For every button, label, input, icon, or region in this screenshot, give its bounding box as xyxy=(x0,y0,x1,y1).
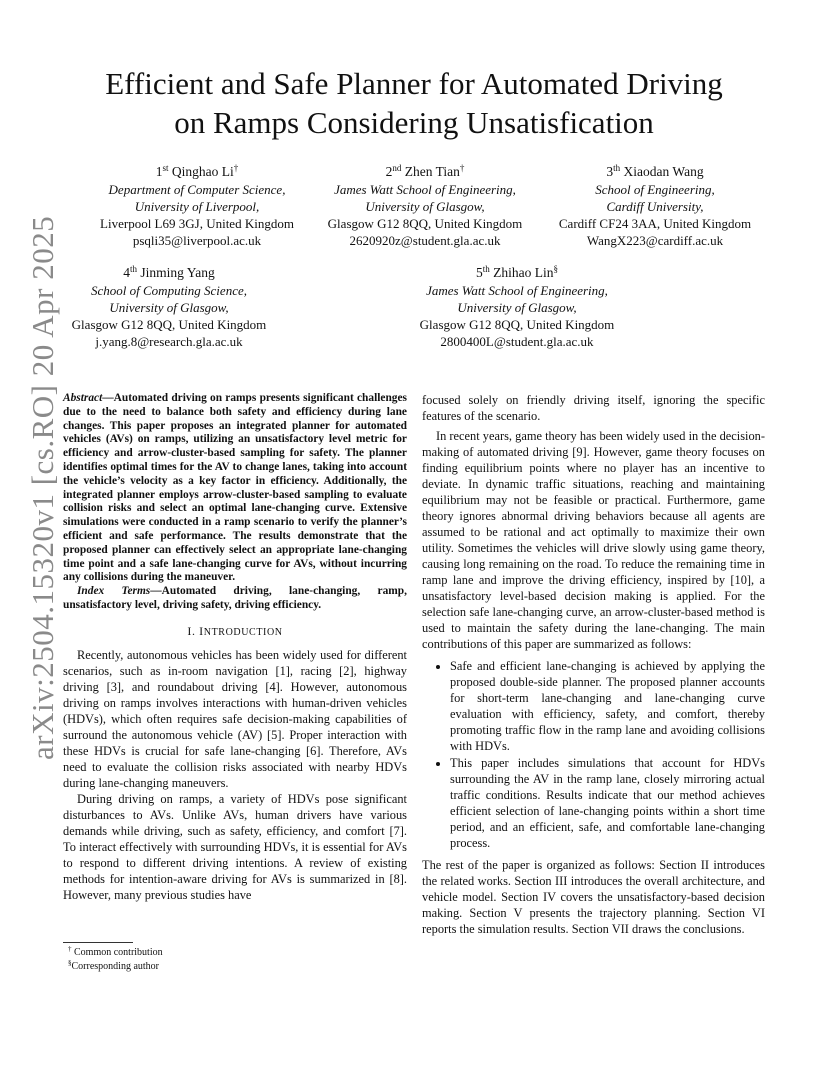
title-line-1: Efficient and Safe Planner for Automated Driving xyxy=(105,66,723,101)
author-email[interactable]: 2800400L@student.gla.ac.uk xyxy=(440,334,594,349)
list-item: • This paper includes simulations that account for HDVs surrounding the AV in the ramp lane, closely mirroring actual traffic conditions. Results indicate that our method achieves efficient selection of lane-changing points within a short time period, and an efficient, safe, and comfortable lane-changing process. xyxy=(450,755,765,851)
author-name: 5th Zhihao Lin§ xyxy=(475,264,558,280)
paragraph: focused solely on friendly driving itself, ignoring the specific features of the scenario. xyxy=(422,393,765,423)
index-terms xyxy=(63,585,407,613)
author-university: University of Glasgow, xyxy=(457,300,577,315)
author-department: James Watt School of Engineering, xyxy=(334,182,516,197)
author-block xyxy=(300,163,550,249)
title-line-2: on Ramps Considering Unsatisfication xyxy=(174,105,654,140)
list-item: • Safe and efficient lane-changing is achieved by applying the proposed double-side planner. The proposed planner accounts for short-term lane-changing and lane-changing curve evaluation with efficiency, safety, and comfort, thereby promoting traffic flow in the ramp lane and avoiding collisions with HDVs. xyxy=(450,658,765,754)
author-department: James Watt School of Engineering, xyxy=(426,283,608,298)
author-university: University of Glasgow, xyxy=(365,199,485,214)
abstract-text: —Automated driving on ramps presents significant challenges due to the need to balance both safety and efficiency during lane changes. This paper proposes an integrated planner for automated vehicles (AVs) on ramps, utilizing an unsatisfactory level metric for efficiency and arrow-cluster-based sampling for safety. The planner identifies optimal times for the AV to change lanes, taking into account the vehicle’s velocity as a key factor in efficiency. Additionally, the integrated planner employs arrow-cluster-based sampling to evaluate collision risks and select an optimal lane-changing curve. Extensive simulations were conducted in a ramp scenario to verify the planner’s efficient and safe performance. The results demonstrate that the proposed planner can effectively select an appropriate lane-changing time point and a safe lane-changing curve for AVs, without incurring any collisions during the maneuver. xyxy=(63,392,407,584)
author-address: Liverpool L69 3GJ, United Kingdom xyxy=(100,216,294,231)
author-block xyxy=(392,264,642,350)
author-block xyxy=(72,163,322,249)
footnote-rule xyxy=(63,942,133,943)
author-name: 3th Xiaodan Wang xyxy=(606,163,704,179)
left-column xyxy=(63,392,407,903)
right-column xyxy=(422,392,765,937)
author-name: 4th Jinming Yang xyxy=(123,264,215,280)
index-terms-label: Index Terms xyxy=(77,585,151,598)
paragraph: During driving on ramps, a variety of HDVs pose significant disturbances to AVs. Unlike AVs, human drivers have various demands while driving, such as safety, efficiency, and comfort [7]. To interact effectively with surrounding HDVs, it is essential for AVs to respond to different driving intentions. A review of existing methods for intention-aware driving for AVs is summarized in [8]. However, many previous studies have xyxy=(63,791,407,902)
paragraph: In recent years, game theory has been widely used in the decision-making of automated driving [9]. However, game theory focuses on finding equilibrium points where no player has an incentive to deviate. In dynamic traffic situations, reaching and maintaining equilibrium may not be feasible or practical. Furthermore, game theory ignores abnormal driving behaviors because all agents are assumed to be rational and act optimally to maximize their own utility. Sometimes the vehicles will drive slowly using game theory, causing long remaining on the road. To reduce the remaining time in ramp lane and improve the driving efficiency, inspired by [10], a unsatisfactory level-based decision making is applied. For the selection safe lane-changing curve, an arrow-cluster-based method is used to maintain the safety during the lane-changing. The main contributions of this paper are summarized as follows: xyxy=(422,429,765,651)
section-heading: I. INTRODUCTION xyxy=(187,623,283,638)
author-address: Glasgow G12 8QQ, United Kingdom xyxy=(71,317,267,332)
paragraph: The rest of the paper is organized as follows: Section II introduces the related works. Section III introduces the overall architecture, and vehicle model. Section IV covers the unsatisfactory-based decision making. Section V presents the trajectory planning. Section VI reports the simulation results. Section VII draws the conclusions. xyxy=(422,858,765,936)
arxiv-stamp[interactable]: arXiv:2504.15320v1 [cs.RO] 20 Apr 2025 xyxy=(25,215,60,760)
paragraph: Recently, autonomous vehicles has been widely used for different scenarios, such as in-room navigation [1], racing [2], highway driving [3], and roundabout driving [4]. However, autonomous driving on ramps involves interactions with human-driven vehicles (HDVs), which often requires safe decision-making capabilities of surround the autonomous vehicle (AV) [5]. Proper interaction with these HDVs is crucial for safe lane-changing [6]. Therefore, AVs need to evaluate the collision risks associated with nearby HDVs during lane-changing maneuvers. xyxy=(63,647,407,790)
author-university: University of Glasgow, xyxy=(109,300,229,315)
author-university: University of Liverpool, xyxy=(134,199,260,214)
author-name: 1st Qinghao Li† xyxy=(155,163,239,179)
author-name: 2nd Zhen Tian† xyxy=(385,163,465,179)
author-department: Department of Computer Science, xyxy=(108,182,286,197)
footnote: §Corresponding author xyxy=(68,959,159,972)
index-terms-text: —Automated driving, lane-changing, ramp, unsatisfactory level, driving safety, driving efficiency. xyxy=(63,585,407,611)
author-address: Glasgow G12 8QQ, United Kingdom xyxy=(327,216,523,231)
author-university: Cardiff University, xyxy=(606,199,704,214)
author-email[interactable]: WangX223@cardiff.ac.uk xyxy=(586,233,724,248)
footnotes xyxy=(63,942,407,974)
author-email[interactable]: j.yang.8@research.gla.ac.uk xyxy=(95,334,243,349)
author-email[interactable]: psqli35@liverpool.ac.uk xyxy=(132,233,262,248)
author-block xyxy=(44,264,294,350)
author-email[interactable]: 2620920z@student.gla.ac.uk xyxy=(349,233,501,248)
contributions-list xyxy=(422,658,765,851)
paper-title xyxy=(60,64,768,142)
abstract xyxy=(63,392,407,585)
footnote: † Common contribution xyxy=(68,945,163,958)
author-department: School of Engineering, xyxy=(595,182,715,197)
abstract-label: Abstract xyxy=(63,392,103,404)
author-department: School of Computing Science, xyxy=(91,283,247,298)
author-block xyxy=(530,163,780,249)
author-address: Cardiff CF24 3AA, United Kingdom xyxy=(558,216,752,231)
author-address: Glasgow G12 8QQ, United Kingdom xyxy=(419,317,615,332)
